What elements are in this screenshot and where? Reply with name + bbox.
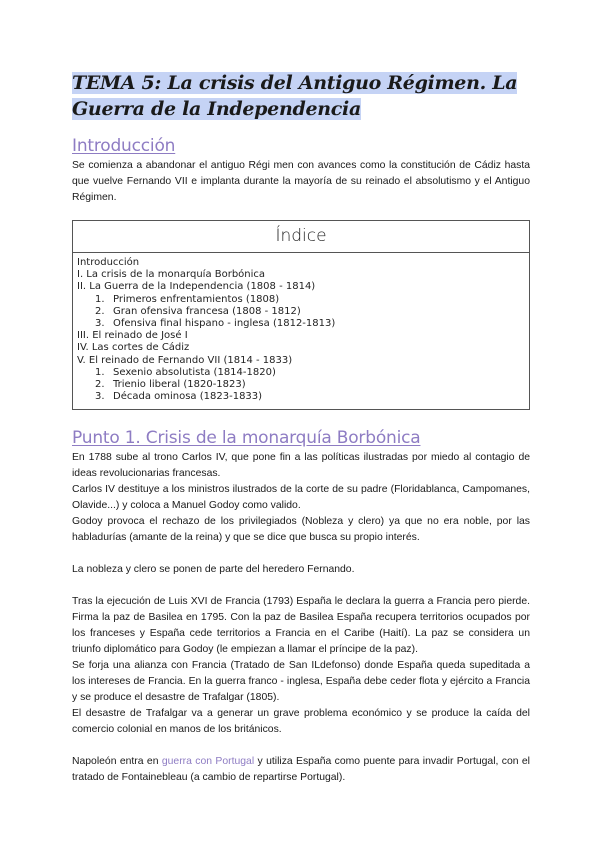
index-subitem: 1. Sexenio absolutista (1814-1820) bbox=[95, 366, 276, 378]
index-item: I. La crisis de la monarquía Borbónica bbox=[77, 269, 266, 281]
index-item: V. El reinado de Fernando VII (1814 - 1833) bbox=[77, 354, 293, 366]
introduction-text: Se comienza a abandonar el antiguo Régi men con avances como la constitución de Cádiz hasta que vuelve Fernando VII e implanta durante la mayoría de su reinado el absolutismo y el Antiguo Régimen. bbox=[72, 160, 530, 203]
index-subitem: 1. Primeros enfrentamientos (1808) bbox=[95, 293, 280, 305]
index-item: IV. Las cortes de Cádiz bbox=[77, 342, 190, 354]
index-subitem: 2. Trienio liberal (1820-1823) bbox=[95, 379, 246, 391]
portugal-war-link[interactable]: guerra con Portugal bbox=[161, 756, 255, 768]
paragraph: Carlos IV destituye a los ministros ilustrados de la corte de su padre (Floridablanca, Campomanes, Olavide...) y coloca a Manuel Godoy como valido. bbox=[72, 484, 530, 512]
index-item: III. El reinado de José I bbox=[77, 330, 188, 342]
index-subitem: 3. Ofensiva final hispano - inglesa (1812-1813) bbox=[95, 318, 336, 330]
paragraph: Napoleón entra en guerra con Portugal y utiliza España como puente para invadir Portugal, con el tratado de Fontainebleau (a cambio de repartirse Portugal). bbox=[72, 756, 530, 784]
introduction-heading: Introducción bbox=[72, 136, 176, 156]
paragraph: En 1788 sube al trono Carlos IV, que pone fin a las políticas ilustradas por miedo al contagio de ideas revolucionarias francesas. bbox=[72, 452, 530, 480]
index-subitem: 3. Década ominosa (1823-1833) bbox=[95, 391, 263, 403]
index-heading: Índice bbox=[73, 221, 529, 253]
index-box bbox=[72, 220, 530, 410]
index-item: Introducción bbox=[77, 257, 140, 268]
document-title: TEMA 5: La crisis del Antiguo Régimen. La Guerra de la Independencia bbox=[72, 72, 518, 120]
paragraph: Tras la ejecución de Luis XVI de Francia (1793) España le declara la guerra a Francia pero pierde. Firma la paz de Basilea en 1795. Con la paz de Basilea España recupera territorios ocupados por los franceses y España cede territorios a Francia en el Caribe (Haití). La paz se considera un triunfo diplomático para Godoy (le empiezan a llamar el príncipe de la paz). bbox=[72, 596, 530, 656]
document-page bbox=[72, 70, 530, 786]
paragraph: Se forja una alianza con Francia (Tratado de San ILdefonso) donde España queda supeditada a los intereses de Francia. En la guerra franco - inglesa, España debe ceder flota y ejército a Francia y se produce el desastre de Trafalgar (1805). bbox=[72, 660, 530, 704]
section-heading-punto-1: Punto 1. Crisis de la monarquía Borbónica bbox=[72, 428, 421, 449]
paragraph: El desastre de Trafalgar va a generar un grave problema económico y se produce la caída del comercio colonial en manos de los británicos. bbox=[72, 708, 530, 736]
index-subitem: 2. Gran ofensiva francesa (1808 - 1812) bbox=[95, 305, 301, 317]
index-list bbox=[73, 253, 529, 409]
paragraph: Godoy provoca el rechazo de los privilegiados (Nobleza y clero) ya que no era noble, por las habladurías (amante de la reina) y que se dice que busca su propio interés. bbox=[72, 516, 530, 544]
index-item: II. La Guerra de la Independencia (1808 - 1814) bbox=[77, 281, 316, 293]
paragraph: La nobleza y clero se ponen de parte del heredero Fernando. bbox=[72, 564, 355, 576]
